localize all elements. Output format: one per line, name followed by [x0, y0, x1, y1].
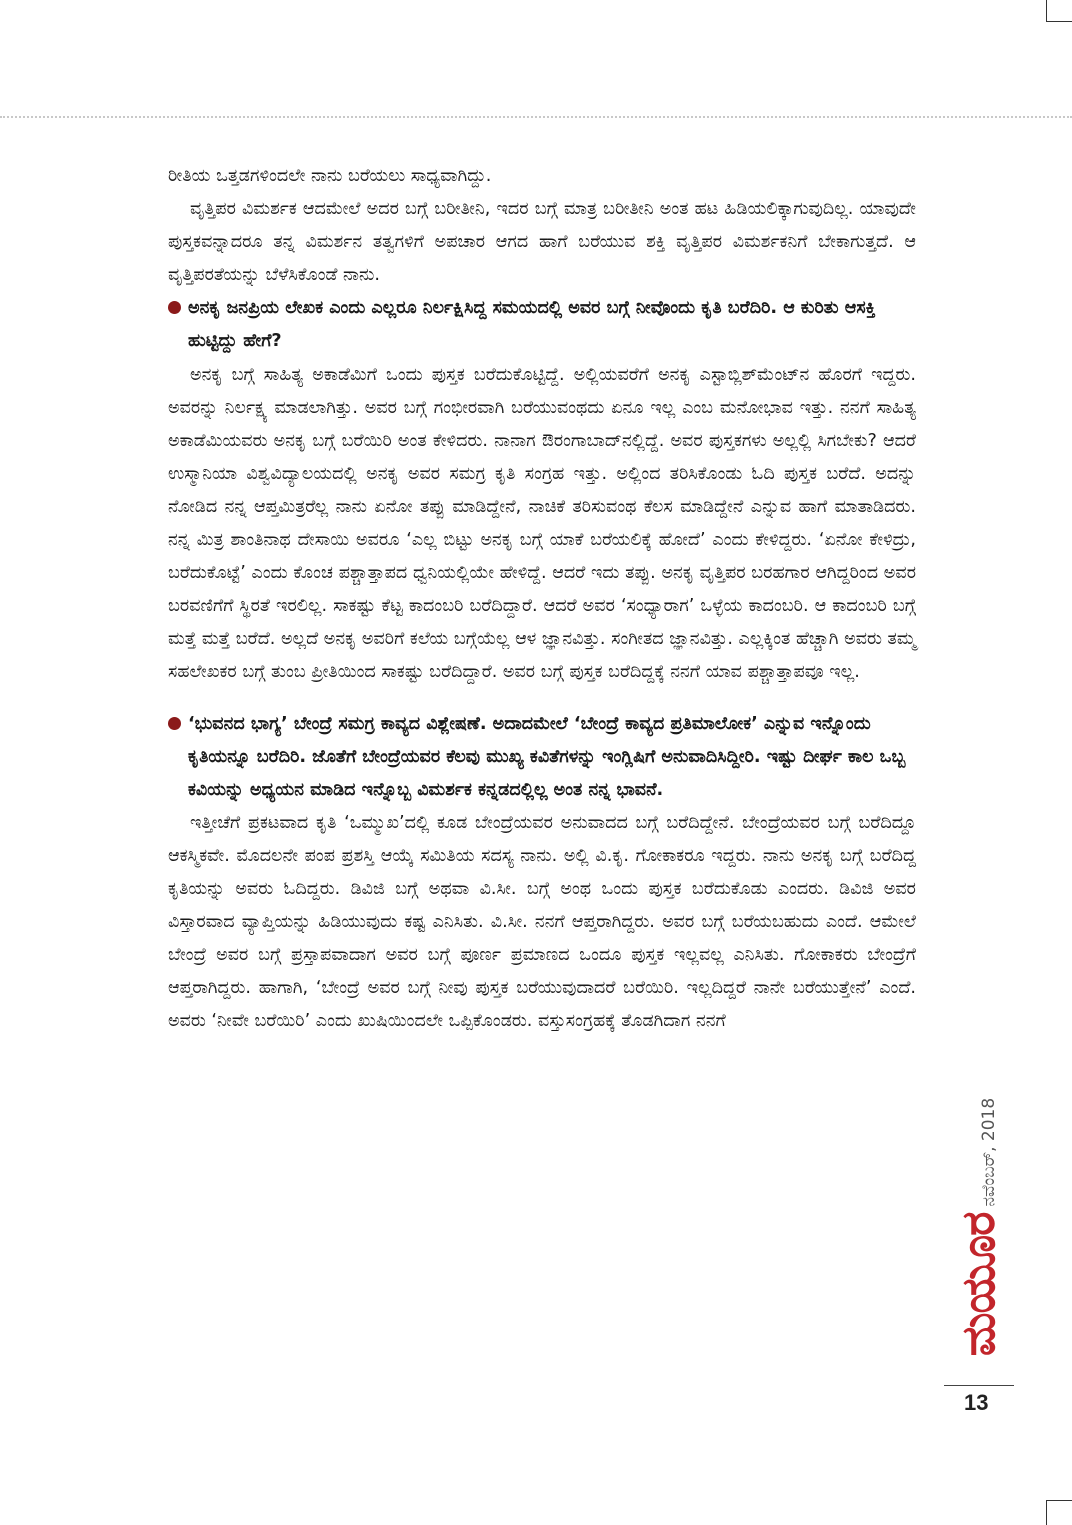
issue-date: ನವೆಂಬರ್, 2018 — [979, 1097, 999, 1207]
footer-rule — [944, 1385, 1014, 1386]
crop-mark-top — [1046, 0, 1047, 22]
question-text: ‘ಭುವನದ ಭಾಗ್ಯ’ ಬೇಂದ್ರೆ ಸಮಗ್ರ ಕಾವ್ಯದ ವಿಶ್ಲೇಷಣೆ. ಅದಾದಮೇಲೆ ‘ಬೇಂದ್ರೆ ಕಾವ್ಯದ ಪ್ರತಿಮಾಲೋಕ’ ಎನ್ನುವ ಇನ್ನೊಂದು ಕೃತಿಯನ್ನೂ ಬರೆದಿರಿ. ಜೊತೆಗೆ ಬೇಂದ್ರೆಯವರ ಕೆಲವು ಮುಖ್ಯ ಕವಿತೆಗಳನ್ನು ಇಂಗ್ಲಿಷಿಗೆ ಅನುವಾದಿಸಿದ್ದೀರಿ. ಇಷ್ಟು ದೀರ್ಘ ಕಾಲ ಒಬ್ಬ ಕವಿಯನ್ನು ಅಧ್ಯಯನ ಮಾಡಿದ ಇನ್ನೊಬ್ಬ ವಿಮರ್ಶಕ ಕನ್ನಡದಲ್ಲಿಲ್ಲ ಅಂತ ನನ್ನ ಭಾವನೆ. — [188, 713, 906, 800]
magazine-logo: ಮಯೂರ — [951, 1212, 1005, 1357]
crop-mark-bottom-h — [1046, 1500, 1072, 1501]
article-column — [168, 160, 916, 1038]
question — [168, 708, 916, 807]
bullet-icon — [168, 301, 181, 314]
dotted-separator — [0, 116, 1072, 118]
bullet-icon — [168, 717, 181, 730]
crop-mark-top-h — [1046, 21, 1072, 22]
magazine-sidebar — [944, 1085, 1014, 1370]
question — [168, 292, 916, 358]
paragraph: ಇತ್ತೀಚೆಗೆ ಪ್ರಕಟವಾದ ಕೃತಿ ‘ಒಮ್ಮುಖ’ದಲ್ಲಿ ಕೂಡ ಬೇಂದ್ರೆಯವರ ಅನುವಾದದ ಬಗ್ಗೆ ಬರೆದಿದ್ದೇನೆ. ಬೇಂದ್ರೆಯವರ ಬಗ್ಗೆ ಬರೆದಿದ್ದೂ ಆಕಸ್ಮಿಕವೇ. ಮೊದಲನೇ ಪಂಪ ಪ್ರಶಸ್ತಿ ಆಯ್ಕೆ ಸಮಿತಿಯ ಸದಸ್ಯ ನಾನು. ಅಲ್ಲಿ ವಿ.ಕೃ. ಗೋಕಾಕರೂ ಇದ್ದರು. ನಾನು ಅನಕೃ ಬಗ್ಗೆ ಬರೆದಿದ್ದ ಕೃತಿಯನ್ನು ಅವರು ಓದಿದ್ದರು. ಡಿವಿಜಿ ಬಗ್ಗೆ ಅಥವಾ ವಿ.ಸೀ. ಬಗ್ಗೆ ಅಂಥ ಒಂದು ಪುಸ್ತಕ ಬರೆದುಕೊಡು ಎಂದರು. ಡಿವಿಜಿ ಅವರ ವಿಸ್ತಾರವಾದ ವ್ಯಾಪ್ತಿಯನ್ನು ಹಿಡಿಯುವುದು ಕಷ್ಟ ಎನಿಸಿತು. ವಿ.ಸೀ. ನನಗೆ ಆಪ್ತರಾಗಿದ್ದರು. ಅವರ ಬಗ್ಗೆ ಬರೆಯಬಹುದು ಎಂದೆ. ಆಮೇಲೆ ಬೇಂದ್ರೆ ಅವರ ಬಗ್ಗೆ ಪ್ರಸ್ತಾಪವಾದಾಗ ಅವರ ಬಗ್ಗೆ ಪೂರ್ಣ ಪ್ರಮಾಣದ ಒಂದೂ ಪುಸ್ತಕ ಇಲ್ಲವಲ್ಲ ಎನಿಸಿತು. ಗೋಕಾಕರು ಬೇಂದ್ರೆಗೆ ಆಪ್ತರಾಗಿದ್ದರು. ಹಾಗಾಗಿ, ‘ಬೇಂದ್ರೆ ಅವರ ಬಗ್ಗೆ ನೀವು ಪುಸ್ತಕ ಬರೆಯುವುದಾದರೆ ಬರೆಯಿರಿ. ಇಲ್ಲದಿದ್ದರೆ ನಾನೇ ಬರೆಯುತ್ತೇನೆ’ ಎಂದೆ. ಅವರು ‘ನೀವೇ ಬರೆಯಿರಿ’ ಎಂದು ಖುಷಿಯಿಂದಲೇ ಒಪ್ಪಿಕೊಂಡರು. ವಸ್ತುಸಂಗ್ರಹಕ್ಕೆ ತೊಡಗಿದಾಗ ನನಗೆ — [168, 812, 916, 1032]
crop-mark-bottom — [1046, 1500, 1047, 1525]
paragraph: ರೀತಿಯ ಒತ್ತಡಗಳಿಂದಲೇ ನಾನು ಬರೆಯಲು ಸಾಧ್ಯವಾಗಿದ್ದು. — [168, 166, 492, 186]
page-number: 13 — [964, 1390, 989, 1415]
paragraph: ವೃತ್ತಿಪರ ವಿಮರ್ಶಕ ಆದಮೇಲೆ ಅದರ ಬಗ್ಗೆ ಬರೀತೀನಿ, ಇದರ ಬಗ್ಗೆ ಮಾತ್ರ ಬರೀತೀನಿ ಅಂತ ಹಟ ಹಿಡಿಯಲಿಕ್ಕಾಗುವುದಿಲ್ಲ. ಯಾವುದೇ ಪುಸ್ತಕವನ್ನಾದರೂ ತನ್ನ ವಿಮರ್ಶನ ತತ್ವಗಳಿಗೆ ಅಪಚಾರ ಆಗದ ಹಾಗೆ ಬರೆಯುವ ಶಕ್ತಿ ವೃತ್ತಿಪರ ವಿಮರ್ಶಕನಿಗೆ ಬೇಕಾಗುತ್ತದೆ. ಆ ವೃತ್ತಿಪರತೆಯನ್ನು ಬೆಳೆಸಿಕೊಂಡೆ ನಾನು. — [168, 199, 916, 286]
paragraph: ಅನಕೃ ಬಗ್ಗೆ ಸಾಹಿತ್ಯ ಅಕಾಡೆಮಿಗೆ ಒಂದು ಪುಸ್ತಕ ಬರೆದುಕೊಟ್ಟಿದ್ದೆ. ಅಲ್ಲಿಯವರೆಗೆ ಅನಕೃ ಎಸ್ಟಾಬ್ಲಿಶ್‌ಮೆಂಟ್‌ನ ಹೊರಗೆ ಇದ್ದರು. ಅವರನ್ನು ನಿರ್ಲಕ್ಷ್ಯ ಮಾಡಲಾಗಿತ್ತು. ಅವರ ಬಗ್ಗೆ ಗಂಭೀರವಾಗಿ ಬರೆಯುವಂಥದು ಏನೂ ಇಲ್ಲ ಎಂಬ ಮನೋಭಾವ ಇತ್ತು. ನನಗೆ ಸಾಹಿತ್ಯ ಅಕಾಡೆಮಿಯವರು ಅನಕೃ ಬಗ್ಗೆ ಬರೆಯಿರಿ ಅಂತ ಕೇಳಿದರು. ನಾನಾಗ ಔರಂಗಾಬಾದ್‌ನಲ್ಲಿದ್ದೆ. ಅವರ ಪುಸ್ತಕಗಳು ಅಲ್ಲಲ್ಲಿ ಸಿಗಬೇಕು? ಆದರೆ ಉಸ್ಮಾನಿಯಾ ವಿಶ್ವವಿದ್ಯಾಲಯದಲ್ಲಿ ಅನಕೃ ಅವರ ಸಮಗ್ರ ಕೃತಿ ಸಂಗ್ರಹ ಇತ್ತು. ಅಲ್ಲಿಂದ ತರಿಸಿಕೊಂಡು ಓದಿ ಪುಸ್ತಕ ಬರೆದೆ. ಅದನ್ನು ನೋಡಿದ ನನ್ನ ಆಪ್ತಮಿತ್ರರೆಲ್ಲ ನಾನು ಏನೋ ತಪ್ಪು ಮಾಡಿದ್ದೇನೆ, ನಾಚಿಕೆ ತರಿಸುವಂಥ ಕೆಲಸ ಮಾಡಿದ್ದೇನೆ ಎನ್ನುವ ಹಾಗೆ ಮಾತಾಡಿದರು. ನನ್ನ ಮಿತ್ರ ಶಾಂತಿನಾಥ ದೇಸಾಯಿ ಅವರೂ ‘ಎಲ್ಲ ಬಿಟ್ಟು ಅನಕೃ ಬಗ್ಗೆ ಯಾಕೆ ಬರೆಯಲಿಕ್ಕೆ ಹೋದೆ’ ಎಂದು ಕೇಳಿದ್ದರು. ‘ಏನೋ ಕೇಳಿದ್ರು, ಬರೆದುಕೊಟ್ಟೆ’ ಎಂದು ಕೊಂಚ ಪಶ್ಚಾತ್ತಾಪದ ಧ್ವನಿಯಲ್ಲಿಯೇ ಹೇಳಿದ್ದೆ. ಆದರೆ ಇದು ತಪ್ಪು. ಅನಕೃ ವೃತ್ತಿಪರ ಬರಹಗಾರ ಆಗಿದ್ದರಿಂದ ಅವರ ಬರವಣಿಗೆಗೆ ಸ್ಥಿರತೆ ಇರಲಿಲ್ಲ. ಸಾಕಷ್ಟು ಕೆಟ್ಟ ಕಾದಂಬರಿ ಬರೆದಿದ್ದಾರೆ. ಆದರೆ ಅವರ ‘ಸಂಧ್ಯಾರಾಗ’ ಒಳ್ಳೆಯ ಕಾದಂಬರಿ. ಆ ಕಾದಂಬರಿ ಬಗ್ಗೆ ಮತ್ತೆ ಮತ್ತೆ ಬರೆದೆ. ಅಲ್ಲದೆ ಅನಕೃ ಅವರಿಗೆ ಕಲೆಯ ಬಗ್ಗೆಯೆಲ್ಲ ಆಳ ಜ್ಞಾನವಿತ್ತು. ಸಂಗೀತದ ಜ್ಞಾನವಿತ್ತು. ಎಲ್ಲಕ್ಕಿಂತ ಹೆಚ್ಚಾಗಿ ಅವರು ತಮ್ಮ ಸಹಲೇಖಕರ ಬಗ್ಗೆ ತುಂಬ ಪ್ರೀತಿಯಿಂದ ಸಾಕಷ್ಟು ಬರೆದಿದ್ದಾರೆ. ಅವರ ಬಗ್ಗೆ ಪುಸ್ತಕ ಬರೆದಿದ್ದಕ್ಕೆ ನನಗೆ ಯಾವ ಪಶ್ಚಾತ್ತಾಪವೂ ಇಲ್ಲ. — [168, 364, 916, 683]
question-text: ಅನಕೃ ಜನಪ್ರಿಯ ಲೇಖಕ ಎಂದು ಎಲ್ಲರೂ ನಿರ್ಲಕ್ಷಿಸಿದ್ದ ಸಮಯದಲ್ಲಿ ಅವರ ಬಗ್ಗೆ ನೀವೊಂದು ಕೃತಿ ಬರೆದಿರಿ. ಆ ಕುರಿತು ಆಸಕ್ತಿ ಹುಟ್ಟಿದ್ದು ಹೇಗೆ? — [188, 298, 876, 352]
